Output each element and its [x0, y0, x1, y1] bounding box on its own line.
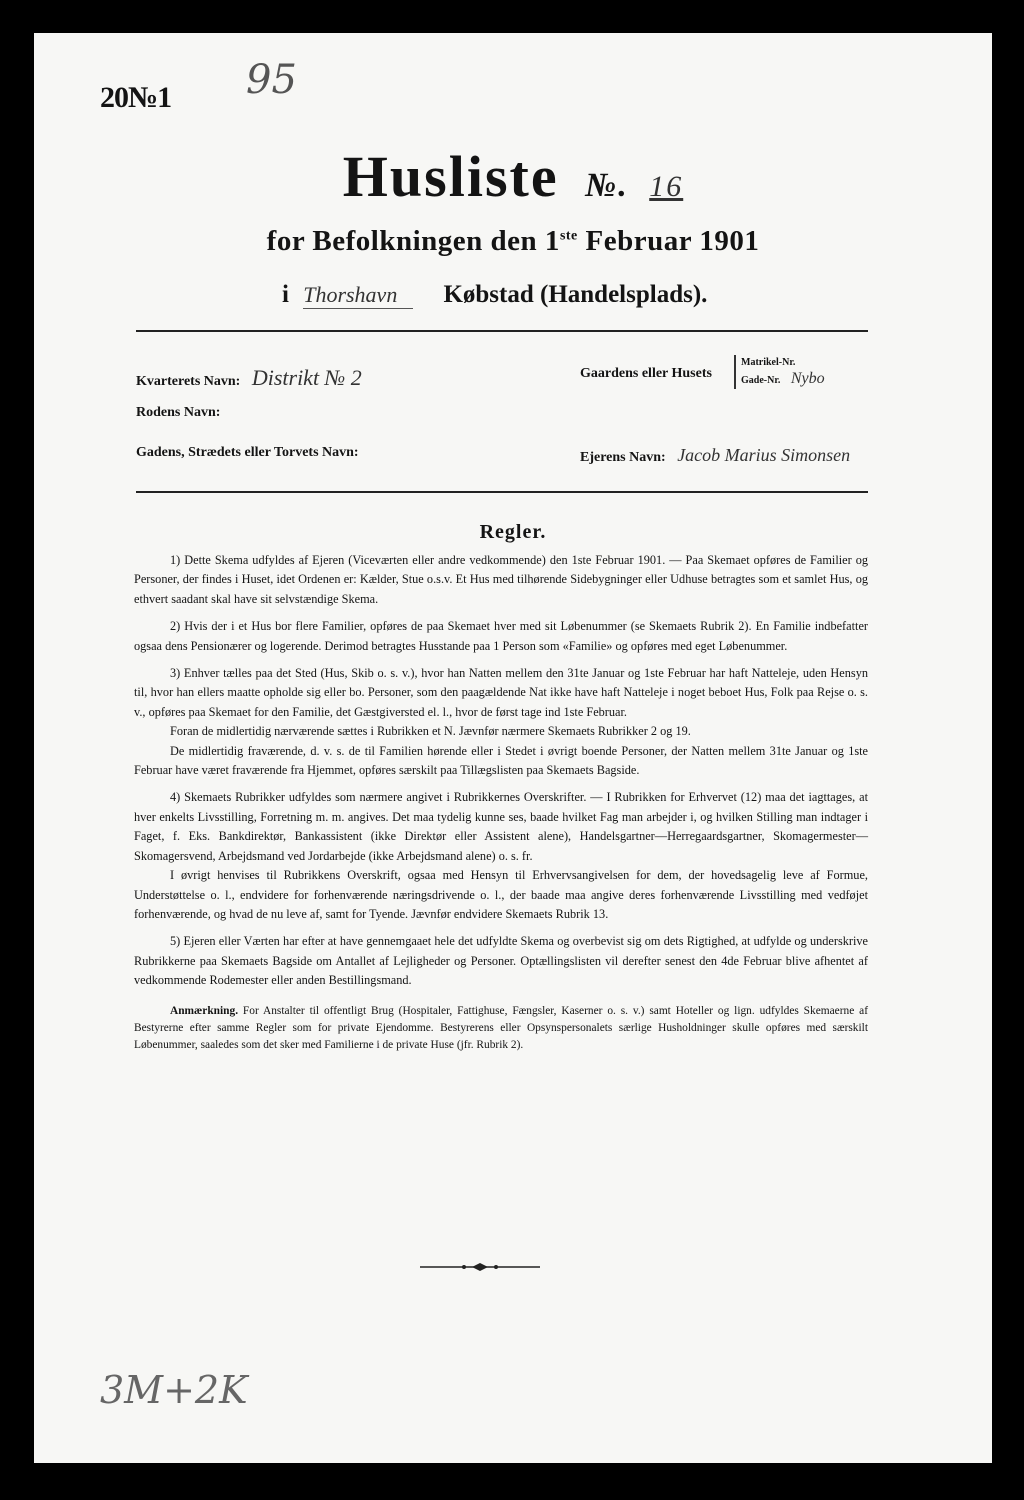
rule-5: 5) Ejeren eller Værten har efter at have gennemgaaet hele det udfyldte Skema og overbevist sig om dets Rigtighed, at udfylde og underskrive Rubrikkerne paa Skemaets Bagside om Antallet af Lejligheder og Personer. Optællingslisten vil derefter senest den 4de Februar blive afhentet af vedkommende Rodemester eller anden Bestillingsmand. [134, 934, 868, 988]
ejer-field [580, 445, 850, 466]
rule-4: 4) Skemaets Rubrikker udfyldes som nærmere angivet i Rubrikkernes Overskrifter. — I Rubrikken for Erhvervet (12) maa det iagttages, at hver enkelts Livsstilling, Forretning m. m. angives. Det maa tydelig kunne ses, baade hvilket Fag man arbejder i, og hvilken Stilling man indtager i Faget, f. Eks. Bankdirektør, Bankassistent (ikke Direktør eller Assistent alene), Handelsgartner—Herregaardsgartner, Skomagermester—Skomagersvend, Arbejdsmand ved Jordarbejde (ikke Arbejdsmand alene) o. s. fr. [134, 790, 868, 863]
note-label: Anmærkning. [170, 1004, 239, 1017]
place-line [282, 281, 707, 309]
place-town-handwritten: Thorshavn [303, 282, 413, 309]
kvarter-field [136, 365, 362, 391]
regler-heading: Regler. [479, 521, 547, 543]
divider-bottom [136, 491, 868, 493]
kvarter-label: Kvarterets Navn: [136, 374, 241, 389]
form-title [34, 143, 992, 210]
rule-1: 1) Dette Skema udfyldes af Ejeren (Viceværten eller andre vedkommende) den 1ste Februar 1901. — Paa Skemaet opføres de Familier og Personer, der findes i Huset, idet Ordenen er: Kælder, Stue o.s.v. Et Hus med tilhørende Sidebygninger eller Udhuse betragtes som et samlet Hus, og ethvert saadant skal have sit selvstændige Skema. [134, 553, 868, 606]
roden-label: Rodens Navn: [136, 405, 221, 420]
gade-navn-label: Gadens, Strædets eller Torvets Navn: [136, 445, 359, 460]
archive-stamp: 20№1 [100, 81, 172, 114]
gaard-label: Gaardens eller Husets [580, 366, 712, 381]
gade-value: Nybo [790, 370, 825, 387]
rule-3: 3) Enhver tælles paa det Sted (Hus, Skib o. s. v.), hvor han Natten mellem den 31te Januar og 1ste Februar har haft Natteleje, uden Hensyn til, hvor han ellers maatte opholde sig eller bo. Personer, som den paagældende Nat ikke have haft Natteleje i noget beboet Hus, Folk paa Rejse o. s. v., opføres paa Skemaet for den Familie, det Gæstgiversted el. l., hvor de først tage ind 1ste Februar. [134, 666, 868, 719]
title-number-value: 16 [649, 170, 684, 203]
pencil-annotation-bottom: 3M+2K [100, 1368, 248, 1412]
subtitle-post: Februar 1901 [577, 225, 760, 257]
ejer-label: Ejerens Navn: [580, 450, 666, 465]
rule-2: 2) Hvis der i et Hus bor flere Familier, opføres de paa Skemaet hver med sit Løbenummer (se Skemaets Rubrik 2). En Familie indbefatter ogsaa dens Pensionærer og logerende. Derimod betragtes Husstande paa 1 Person som «Familie» og opføres med eget Løbenummer. [134, 619, 868, 653]
ejer-value: Jacob Marius Simonsen [677, 445, 851, 465]
ornament-divider [420, 1263, 540, 1271]
census-form-page [34, 33, 992, 1463]
subtitle-sup: ste [559, 228, 578, 244]
rule-4-more: I øvrigt henvises til Rubrikkens Overskrift, ogsaa med Hensyn til Erhvervsangivelsen for dem, der hovedsagelig leve af Formue, Understøttelse o. l., endvidere for forhenværende næringsdrivende o. l., der baade maa angive deres forhenværende Livsstilling med vedføjet forhenværende, og hvad de nu leve af, samt for Tyende. Jævnfør endvidere Skemaets Rubrik 13. [134, 868, 868, 921]
place-prefix: i [282, 281, 289, 308]
form-subtitle [34, 225, 992, 258]
matrikel-label: Matrikel-Nr. [741, 357, 796, 368]
rule-3-absent: De midlertidig fraværende, d. v. s. de til Familien hørende eller i Stedet i øvrigt boende Personer, der Natten mellem 31te Januar og 1ste Februar have været fraværende fra Hjemmet, opføres særskilt paa Tillægslisten paa Skemaets Bagside. [134, 743, 868, 778]
gade-label: Gade-Nr. [741, 375, 781, 386]
anmaerkning [134, 1003, 868, 1054]
note-text: For Anstalter til offentligt Brug (Hospitaler, Fattighuse, Fængsler, Kaserner o. s. v.) samt Hoteller og lign. udfyldes Skemaerne af Bestyrerne efter samme Regler som for private Ejendomme. Bestyrerens eller Opsynspersonalets særlige Husholdninger skulle opføres med særskilt Løbenummer, saaledes som det sker med Familierne i de private Huse (jfr. Rubrik 2). [134, 1004, 868, 1051]
rule-3-n: Foran de midlertidig nærværende sættes i Rubrikken et N. Jævnfør nærmere Skemaets Rubrikker 2 og 19. [170, 724, 691, 739]
title-text: Husliste [342, 144, 559, 209]
rules-body [134, 551, 868, 1062]
kvarter-value: Distrikt № 2 [251, 365, 362, 390]
pencil-annotation-top: 95 [246, 57, 297, 103]
divider-top [136, 330, 868, 332]
place-suffix: Købstad (Handelsplads). [443, 281, 708, 308]
gaard-numbers [734, 355, 825, 389]
subtitle-pre: for Befolkningen den 1 [266, 225, 560, 257]
title-number-label: №. [585, 167, 629, 204]
